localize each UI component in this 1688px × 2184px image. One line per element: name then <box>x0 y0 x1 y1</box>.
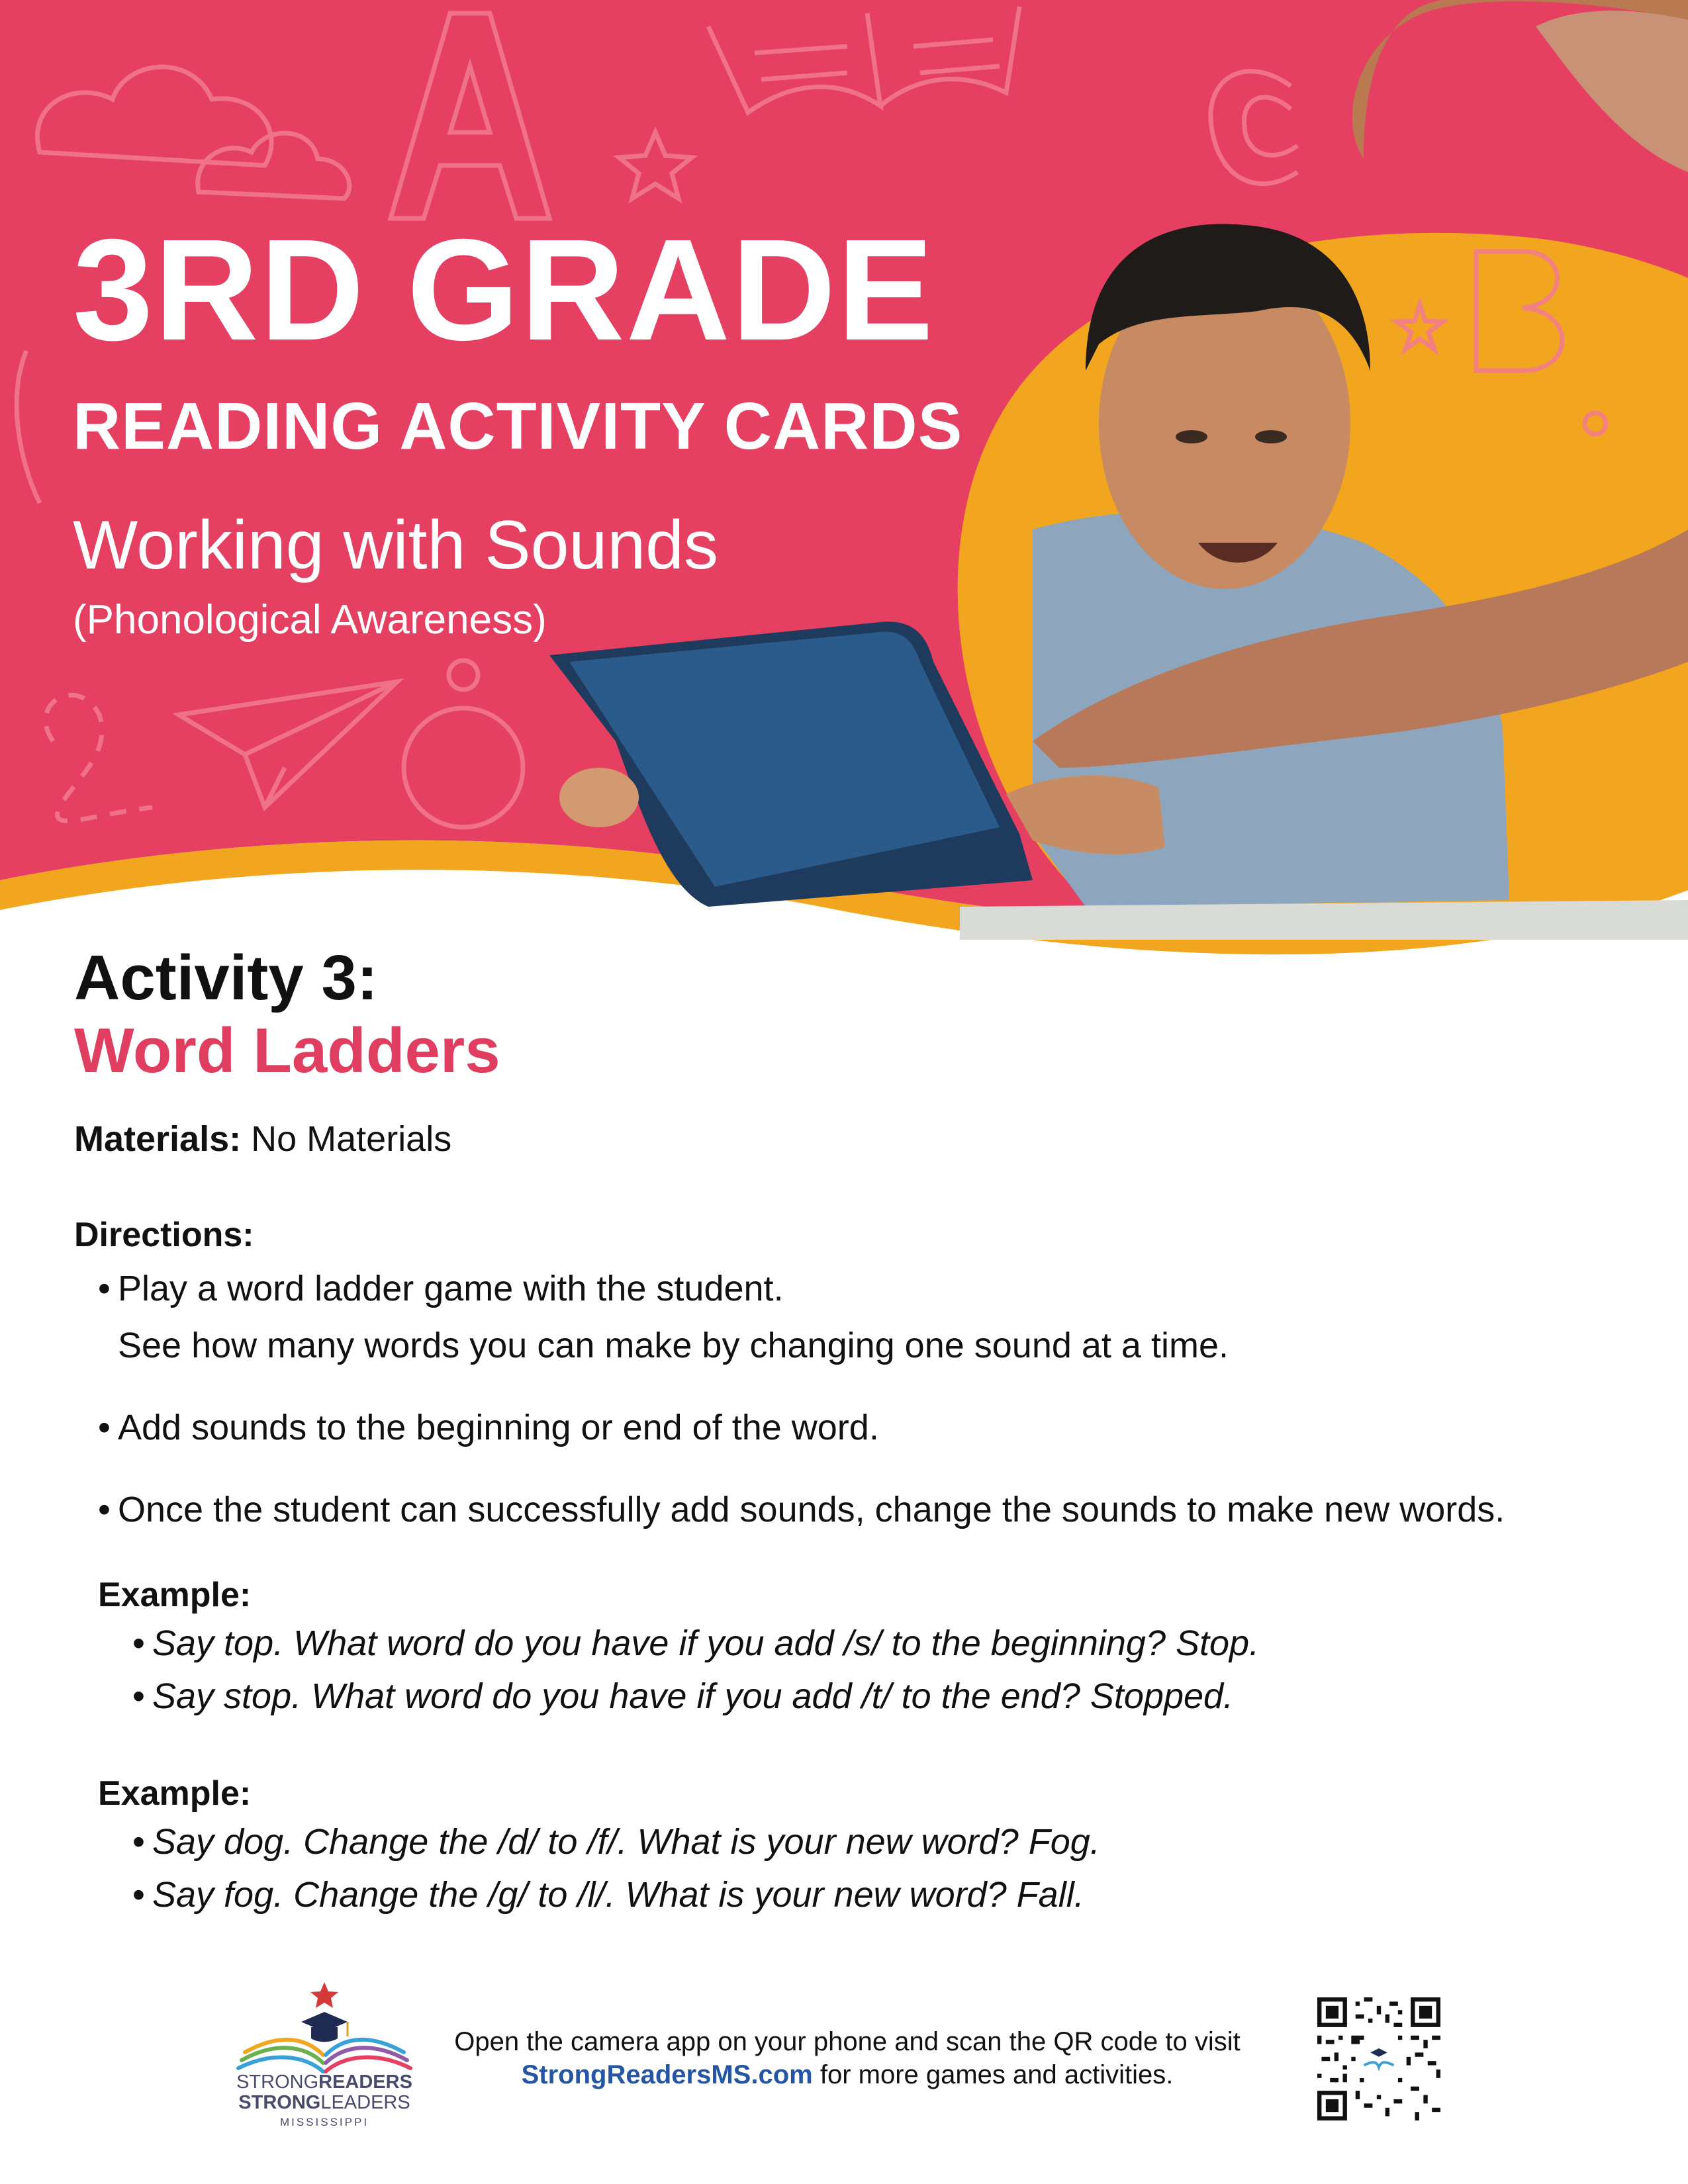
bullet: • <box>98 1408 111 1447</box>
footer-text <box>424 2025 1271 2091</box>
example-text: Say dog. Change the /d/ to /f/. What is your new word? Fog. <box>152 1822 1100 1862</box>
example-item <box>132 1877 1589 1913</box>
page-title: 3RD GRADE <box>73 210 935 371</box>
logo-line-2 <box>225 2093 424 2113</box>
example-item <box>132 1625 1589 1661</box>
topic-title: Working with Sounds <box>73 507 718 584</box>
materials-line <box>74 1118 451 1160</box>
bullet: • <box>98 1490 111 1529</box>
materials-label: Materials: <box>74 1119 242 1159</box>
footer-line-2-rest: for more games and activities. <box>812 2060 1174 2089</box>
direction-item <box>98 1271 1620 1363</box>
example-item <box>132 1678 1589 1714</box>
bullet: • <box>98 1269 111 1308</box>
example-label: Example: <box>98 1576 252 1614</box>
example-item <box>132 1824 1589 1860</box>
materials-value: No Materials <box>251 1119 452 1159</box>
example-text: Say top. What word do you have if you add /s/ to the beginning? Stop. <box>152 1623 1260 1663</box>
footer-line-2 <box>424 2058 1271 2091</box>
example-label: Example: <box>98 1774 252 1813</box>
logo-word-bold: READERS <box>318 2071 412 2093</box>
direction-item <box>98 1410 1620 1445</box>
directions-list <box>98 1271 1620 1527</box>
logo-text <box>225 2073 424 2129</box>
example-list <box>132 1625 1589 1731</box>
bullet: • <box>132 1623 145 1663</box>
direction-text: Play a word ladder game with the student. <box>118 1269 784 1308</box>
bullet: • <box>132 1875 145 1915</box>
hero-title-block <box>73 210 963 643</box>
footer-line-1: Open the camera app on your phone and scan the QR code to visit <box>454 2027 1241 2056</box>
activity-name: Word Ladders <box>74 1015 500 1086</box>
example-text: Say fog. Change the /g/ to /l/. What is your new word? Fall. <box>152 1875 1084 1915</box>
bullet: • <box>132 1676 145 1716</box>
example-list <box>132 1824 1589 1930</box>
example-text: Say stop. What word do you have if you add /t/ to the end? Stopped. <box>152 1676 1234 1716</box>
logo-word-bold: STRONG <box>238 2092 321 2113</box>
website-link[interactable]: StrongReadersMS.com <box>521 2060 813 2089</box>
directions-label: Directions: <box>74 1216 254 1254</box>
topic-note: (Phonological Awareness) <box>73 597 547 643</box>
direction-text: Add sounds to the beginning or end of the word. <box>118 1408 879 1447</box>
logo-word: STRONG <box>236 2071 319 2093</box>
direction-text-continued: See how many words you can make by changing one sound at a time. <box>118 1326 1229 1365</box>
direction-text: Once the student can successfully add sounds, change the sounds to make new words. <box>118 1490 1505 1529</box>
bullet: • <box>132 1822 145 1862</box>
direction-item <box>98 1492 1620 1527</box>
hero-banner <box>0 0 1688 966</box>
activity-heading: Activity 3: <box>74 942 378 1013</box>
page-subtitle: READING ACTIVITY CARDS <box>73 389 963 463</box>
logo-line-1 <box>225 2073 424 2092</box>
qr-code[interactable] <box>1317 1997 1440 2120</box>
logo-word: LEADERS <box>320 2092 410 2113</box>
logo-line-3: MISSISSIPPI <box>279 2116 369 2128</box>
